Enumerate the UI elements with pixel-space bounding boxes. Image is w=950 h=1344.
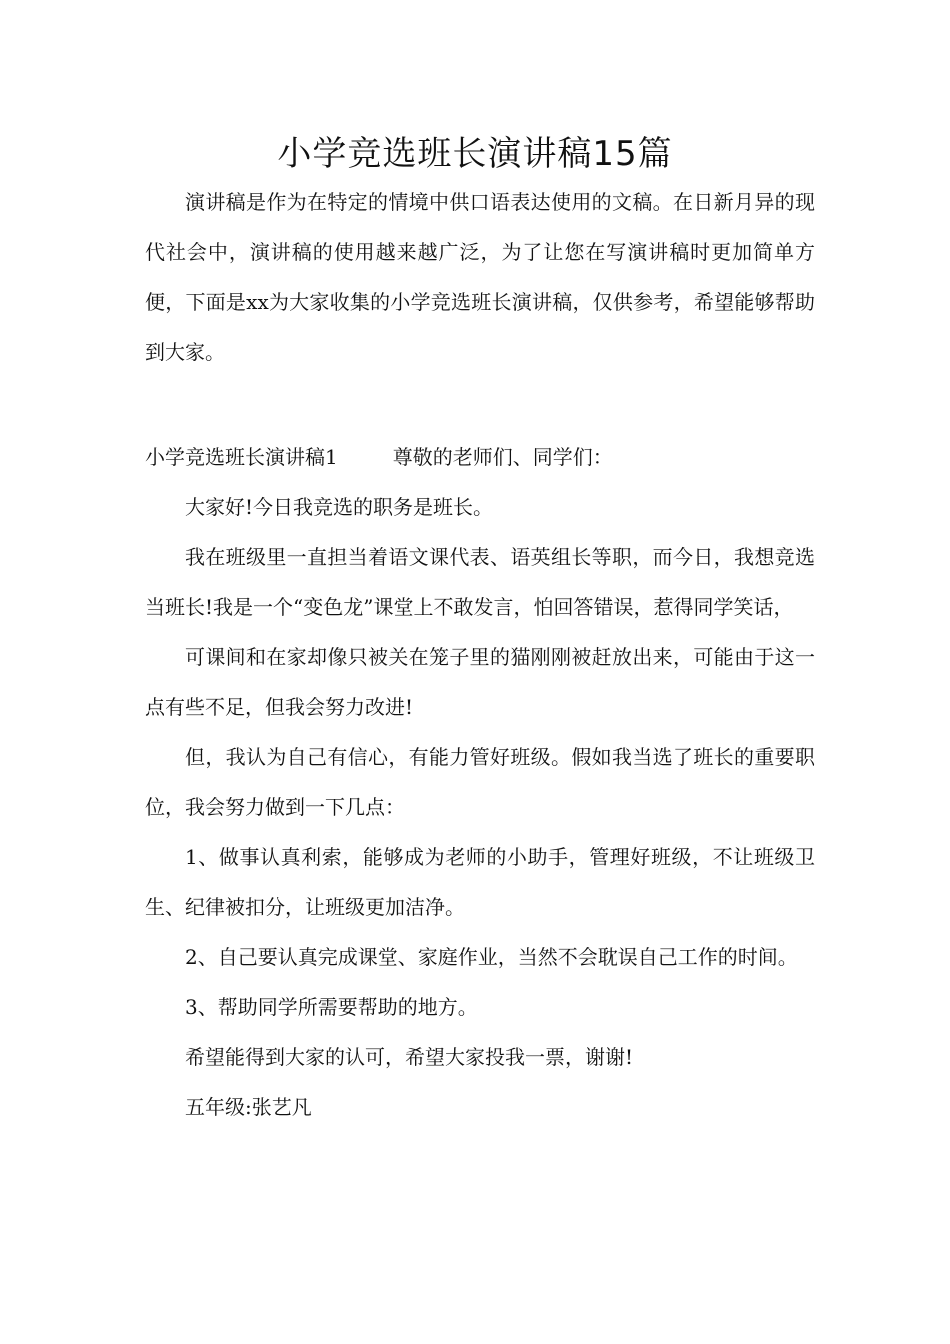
section-heading-line (145, 432, 815, 482)
speech-paragraph-5: 1、做事认真利索，能够成为老师的小助手，管理好班级，不让班级卫生、纪律被扣分，让班级更加洁净。 (145, 845, 815, 919)
speech-signature: 五年级:张艺凡 (185, 1095, 312, 1119)
paragraph-spacer (145, 377, 815, 432)
speech-paragraph-8: 希望能得到大家的认可，希望大家投我一票，谢谢! (185, 1045, 634, 1069)
speech-paragraph-1: 大家好!今日我竞选的职务是班长。 (185, 495, 494, 519)
speech-paragraph-2: 我在班级里一直担当着语文课代表、语英组长等职，而今日，我想竞选当班长!我是一个“变色龙”课堂上不敢发言，怕回答错误，惹得同学笑话， (145, 545, 815, 619)
document-body (145, 177, 815, 1132)
document-title: 小学竞选班长演讲稿15篇 (277, 134, 673, 174)
speech-paragraph-7: 3、帮助同学所需要帮助的地方。 (185, 995, 478, 1019)
speech-paragraph-6: 2、自己要认真完成课堂、家庭作业，当然不会耽误自己工作的时间。 (185, 945, 798, 969)
speech-paragraph-3: 可课间和在家却像只被关在笼子里的猫刚刚被赶放出来，可能由于这一点有些不足，但我会努力改进! (145, 645, 815, 719)
section-heading: 小学竞选班长演讲稿1 (145, 445, 338, 469)
salutation: 尊敬的老师们、同学们： (392, 445, 613, 469)
intro-paragraph: 演讲稿是作为在特定的情境中供口语表达使用的文稿。在日新月异的现代社会中，演讲稿的使用越来越广泛，为了让您在写演讲稿时更加简单方便，下面是xx为大家收集的小学竞选班长演讲稿，仅供参考，希望能够帮助到大家。 (145, 190, 815, 364)
speech-paragraph-4: 但，我认为自己有信心，有能力管好班级。假如我当选了班长的重要职位，我会努力做到一下几点： (145, 745, 815, 819)
